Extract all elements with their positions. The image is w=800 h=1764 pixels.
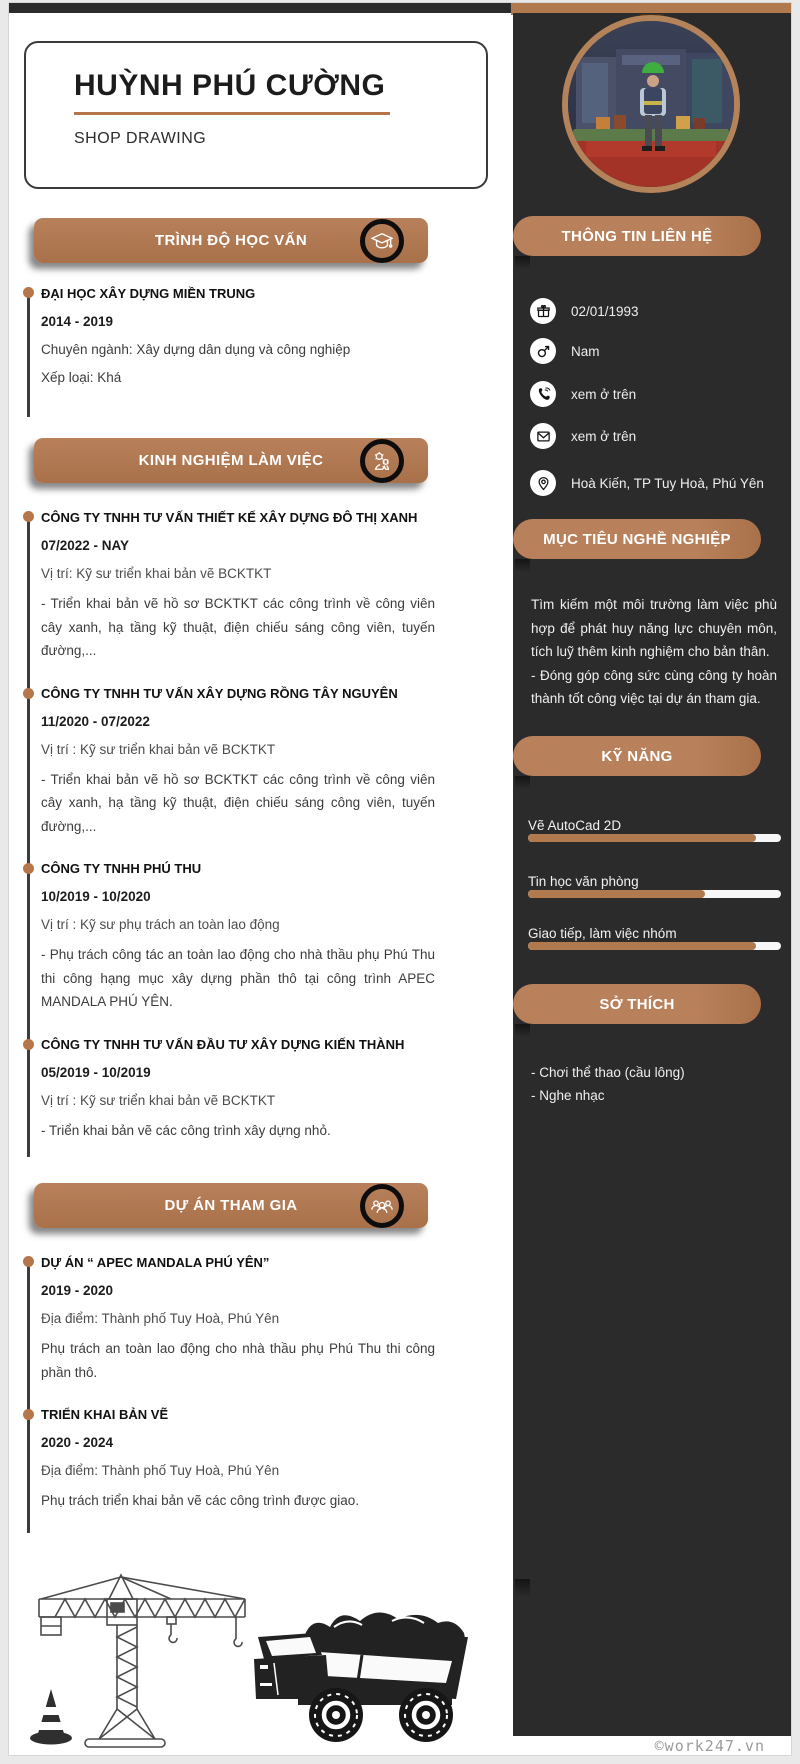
objective-text [531, 593, 777, 711]
work-description: - Triển khai bản vẽ hồ sơ BCKTKT các công trình về công viên cây xanh, hạ tầng kỹ thuật, điện chiếu sáng công viên, tuyến đường,... [41, 771, 435, 834]
timeline-dot [23, 1039, 34, 1050]
contact-item-email [530, 423, 636, 449]
projects-section-banner [34, 1183, 428, 1228]
hobbies-section-banner [513, 984, 761, 1024]
hobby-item: - Chơi thể thao (cầu lông) [531, 1065, 685, 1080]
skill-teamwork [528, 926, 781, 950]
contact-item-gender [530, 338, 600, 364]
work-period: 05/2019 - 10/2019 [41, 1064, 151, 1080]
watermark: ©work247.vn [654, 1737, 765, 1755]
birthday-value: 02/01/1993 [571, 303, 639, 319]
education-period: 2014 - 2019 [41, 314, 114, 329]
timeline-dot [23, 1409, 34, 1420]
skill-bar-fill [528, 834, 756, 842]
contact-item-birthday [530, 298, 639, 324]
tower-crane-illustration [21, 1541, 271, 1751]
experience-section-banner [34, 438, 428, 483]
project-entry [23, 1406, 435, 1513]
education-rank: Xếp loại: Khá [41, 370, 122, 385]
project-name: DỰ ÁN “ APEC MANDALA PHÚ YÊN” [41, 1255, 270, 1270]
education-section-title: TRÌNH ĐỘ HỌC VẤN [154, 232, 308, 249]
projects-section-title: DỰ ÁN THAM GIA [164, 1197, 298, 1214]
header-card [24, 41, 488, 189]
job-title: SHOP DRAWING [74, 130, 207, 147]
objective-paragraph: - Đóng góp công sức cùng công ty hoàn thành tốt công việc tại dự án tham gia. [531, 667, 777, 706]
team-icon [360, 1184, 404, 1228]
timeline-dot [23, 688, 34, 699]
project-period: 2019 - 2020 [41, 1283, 114, 1298]
work-period: 10/2019 - 10/2020 [41, 889, 151, 904]
education-section [23, 277, 435, 437]
skill-autocad [528, 818, 781, 842]
hobby-item: - Nghe nhạc [531, 1088, 605, 1103]
work-role: Vị trí: Kỹ sư triển khai bản vẽ BCKTKT [41, 566, 272, 581]
project-description: Phụ trách an toàn lao động cho nhà thầu phụ Phú Thu thi công phần thô. [41, 1341, 435, 1380]
education-entry [23, 277, 435, 386]
truck-wheel [309, 1688, 363, 1742]
experience-entry [23, 685, 435, 839]
timeline-dot [23, 287, 34, 298]
traffic-cone [30, 1689, 72, 1745]
experience-section [23, 497, 435, 1177]
experience-entry [23, 497, 435, 663]
email-value: xem ở trên [571, 428, 637, 444]
work-period: 11/2020 - 07/2022 [41, 713, 150, 729]
project-location: Địa điểm: Thành phố Tuy Hoà, Phú Yên [41, 1463, 280, 1478]
project-location: Địa điểm: Thành phố Tuy Hoà, Phú Yên [41, 1311, 280, 1326]
profile-photo [562, 15, 740, 193]
engineer-icon [360, 439, 404, 483]
ribbon-fold [515, 256, 530, 269]
skill-label: Vẽ AutoCad 2D [528, 818, 622, 833]
skill-bar-track [528, 834, 781, 842]
company-name: CÔNG TY TNHH TƯ VẤN ĐẦU TƯ XÂY DỰNG KIẾN THÀNH [41, 1036, 405, 1052]
skill-bar-track [528, 942, 781, 950]
work-description: - Triển khai bản vẽ hồ sơ BCKTKT các công trình về công viên cây xanh, hạ tầng kỹ thuật, điện chiếu sáng công viên, tuyến đường,... [41, 596, 435, 658]
skill-office [528, 874, 781, 898]
projects-section [23, 1247, 435, 1547]
objective-section-banner [513, 519, 761, 559]
birthday-icon [530, 298, 556, 324]
skill-bar-fill [528, 890, 705, 898]
location-icon [530, 470, 556, 496]
truck-wheel [399, 1688, 453, 1742]
experience-entry [23, 1036, 435, 1143]
contact-item-phone [530, 381, 636, 407]
skills-section-banner [513, 736, 761, 776]
education-section-banner [34, 218, 428, 263]
profile-photo-image [568, 21, 734, 187]
work-role: Vị trí : Kỹ sư triển khai bản vẽ BCKTKT [41, 1092, 276, 1108]
objective-paragraph: Tìm kiếm một môi trường làm việc phù hợp để phát huy năng lực chuyên môn, tích luỹ thêm kinh nghiệm cho bản thân. [531, 597, 777, 659]
ribbon-fold [515, 559, 530, 572]
hobbies-section-title: SỞ THÍCH [599, 995, 675, 1013]
sidebar-panel [513, 13, 792, 1736]
top-bar-dark [9, 3, 511, 13]
project-description: Phụ trách triển khai bản vẽ các công trình được giao. [41, 1493, 360, 1508]
work-role: Vị trí : Kỹ sư phụ trách an toàn lao động [41, 917, 280, 932]
candidate-name: HUỲNH PHÚ CƯỜNG [74, 69, 386, 102]
skill-label: Giao tiếp, làm việc nhóm [528, 926, 677, 941]
phone-icon [530, 381, 556, 407]
skill-bar-fill [528, 942, 756, 950]
timeline-dot [23, 1256, 34, 1267]
contact-section-title: THÔNG TIN LIÊN HỆ [561, 227, 713, 245]
work-description: - Phụ trách công tác an toàn lao động cho nhà thầu phụ Phú Thu thi công hạng mục xây dựng phần thô tại công trình APEC MANDALA PHÚ YÊN. [41, 947, 435, 1009]
company-name: CÔNG TY TNHH PHÚ THU [41, 861, 202, 876]
email-icon [530, 423, 556, 449]
phone-value: xem ở trên [571, 386, 637, 402]
gender-icon [530, 338, 556, 364]
ribbon-fold [515, 776, 530, 789]
contact-section-banner [513, 216, 761, 256]
education-major: Chuyên ngành: Xây dựng dân dụng và công nghiệp [41, 342, 351, 357]
timeline-dot [23, 511, 34, 522]
skills-section-title: KỸ NĂNG [601, 747, 673, 765]
skill-label: Tin học văn phòng [528, 874, 639, 889]
contact-item-location [530, 470, 764, 496]
work-role: Vị trí : Kỹ sư triển khai bản vẽ BCKTKT [41, 741, 276, 757]
project-name: TRIỂN KHAI BẢN VẼ [41, 1407, 169, 1422]
project-period: 2020 - 2024 [41, 1435, 114, 1450]
ribbon-fold [515, 1024, 530, 1037]
location-value: Hoà Kiến, TP Tuy Hoà, Phú Yên [571, 475, 764, 491]
work-description: - Triển khai bản vẽ các công trình xây dựng nhỏ. [41, 1122, 331, 1138]
timeline-dot [23, 863, 34, 874]
experience-section-title: KINH NGHIỆM LÀM VIỆC [138, 452, 324, 469]
cv-page [8, 2, 792, 1756]
company-name: CÔNG TY TNHH TƯ VẤN THIẾT KẾ XÂY DỰNG ĐÔ THỊ XANH [41, 510, 418, 525]
dump-truck-illustration [242, 1603, 472, 1745]
project-entry [23, 1247, 435, 1384]
gender-value: Nam [571, 343, 600, 359]
ribbon-fold [515, 1579, 530, 1597]
skill-bar-track [528, 890, 781, 898]
objective-section-title: MỤC TIÊU NGHỀ NGHIỆP [543, 530, 731, 548]
graduation-cap-icon [360, 219, 404, 263]
experience-entry [23, 860, 435, 1014]
name-underline [74, 112, 390, 115]
school-name: ĐẠI HỌC XÂY DỰNG MIỀN TRUNG [41, 286, 256, 301]
company-name: CÔNG TY TNHH TƯ VẤN XÂY DỰNG RỒNG TÂY NGUYÊN [41, 685, 398, 701]
work-period: 07/2022 - NAY [41, 538, 130, 553]
